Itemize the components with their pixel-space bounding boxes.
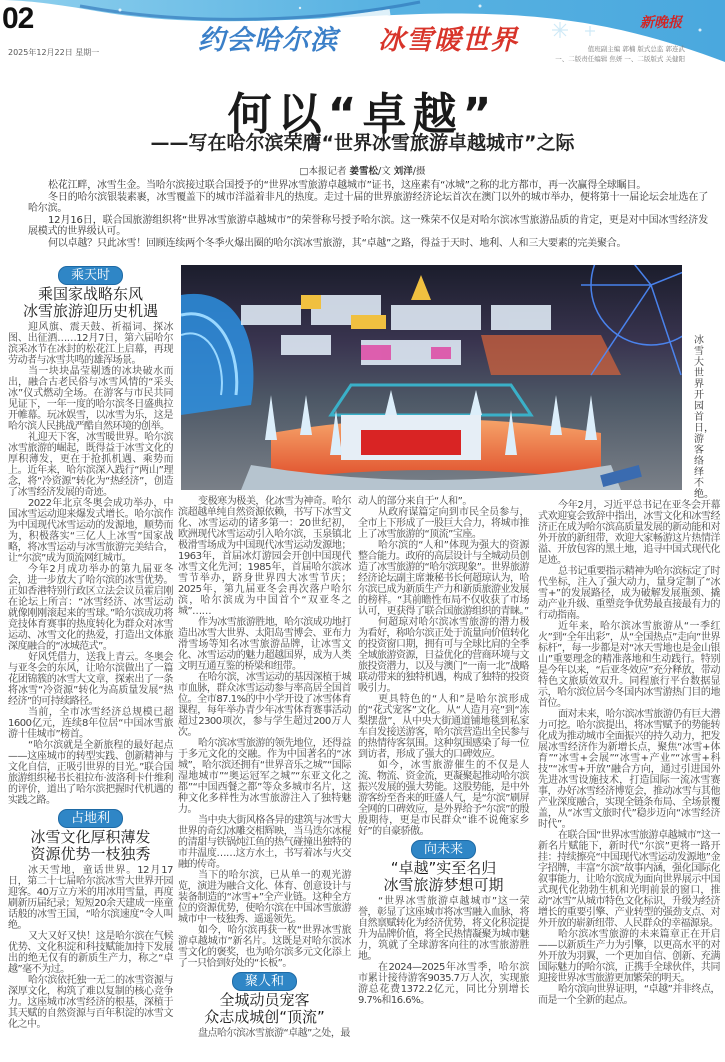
body-paragraph: 动人的部分来自于“人和”。 (358, 496, 472, 507)
byline-suffix: /摄 (412, 166, 426, 177)
section-heading: 众志成城创“顶流” (204, 1008, 325, 1026)
section-heading: 资源优势一枝独秀 (30, 845, 151, 863)
lead-paragraph: 何以卓越？只此冰雪！回顾连续两个冬季火爆出圈的哈尔滨冰雪旅游，其“卓越”之路，得益于天时、地利、人和三大要素的完美聚合。 (48, 237, 627, 249)
body-paragraph: 哈尔滨依托独一无二的冰雪资源与深厚文化，构筑了难以复制的核心竞争力。这座城市冰雪经济的根基，深植于其天赋的自然资源与百年积淀的冰雪文化之中。 (8, 975, 173, 1030)
body-paragraph: 迎风旗、震天鼓、祈福词、探冰图、出征酒……12月7日，第六届哈尔滨采冰节在冰封的松花江上启幕，再现劳动者与冰雪共鸣的雄浑场景。 (8, 322, 173, 366)
article-column-2 (178, 496, 351, 1039)
body-paragraph: 更具特色的“人和”是哈尔滨形成的“花式宠客”文化。从“人造月亮”到“冻梨摆盘”，从中央大街通道铺地毯到私家车自发接送游客，哈尔滨营造出全民参与的热情待客氛围。这种氛围感染了每一位到访者，形成了强大的口碑效应。 (358, 694, 529, 760)
body-paragraph: “世界冰雪旅游卓越城市”这一荣誉，彰显了这座城市将冰雪融入血脉，将自然禀赋转化为经济优势，将文化积淀提升为品牌价值，将全民热情凝聚为城市魅力，筑就了全球游客向往的冰雪旅游胜地。 (358, 896, 529, 962)
section-heading: 冰雪文化厚积薄发 (30, 828, 151, 846)
section-badge: 占地利 (58, 809, 123, 828)
body-paragraph: 何超琼对哈尔滨冰雪旅游的潜力极为看好，称哈尔滨正处于流量向价值转化的投资窗口期，拥有可与全球比肩的全季全域旅游资源，日益优化的营商环境与文旅投资潜力，以及与澳门“一南一北”战略联动带来的独特机遇，构成了独特的投资吸引力。 (358, 617, 529, 694)
body-paragraph: 冰天雪地，童话世界。12月17日，第二十七届哈尔滨冰雪大世界开园迎客。40万立方米的用冰用雪量，再度刷新历届纪录；短短20余天建成一座童话般的冰雪王国，“哈尔滨速度”令人叫绝。 (8, 865, 173, 931)
byline-photographer: 刘洋 (393, 166, 413, 177)
body-paragraph: 当一块块晶莹剔透的冰块破水而出，融合古老民俗与冰雪风情的“采头冰”仪式燃动全场。在游客与市民共同见证下，一年一度的哈尔滨冬日盛典拉开帷幕。玩冰娱雪，以冰雪为乐，这是哈尔滨人民挑战严酷自然环境的创举。 (8, 366, 173, 432)
body-paragraph: 好风凭借力，送我上青云。冬奥会与亚冬会的东风，让哈尔滨做出了一篇花团锦簇的冰雪大文章，探索出了一条将冰雪“冷资源”转化为高质量发展“热经济”的可持续路径。 (8, 652, 173, 707)
body-paragraph: 今年2月成功举办的第九届亚冬会，进一步放大了哈尔滨的冰雪优势。正如香港特别行政区立法会议员霍启刚在论坛上所言：“冰雪经济、冰雪运动就像刚刚滚起来的雪球。”哈尔滨成功将竞技体育赛事的热度转化为群众对冰雪运动、冰雪文化的热爱，打造出文体旅深度融合的“冰城范式”。 (8, 564, 173, 652)
body-paragraph: 礼迎天下客，冰雪暖世界。哈尔滨冰雪旅游的崛起，既得益于冰雪文化的厚积薄发，更在于抢抓机遇、乘势而上。近年来，哈尔滨深入践行“两山”理念，将“冷资源”转化为“热经济”，创造了冰雪经济发展的奇迹。 (8, 432, 173, 498)
body-paragraph: 变极寒为极美，化冰雪为神奇。哈尔滨超越单纯自然资源依赖，书写下冰雪文化、冰雪运动的诸多第一：20世纪初，欧洲现代冰雪运动引入哈尔滨，玉泉镇北极滑雪场成为中国现代冰雪运动发源地；1963年，首届冰灯游园会开创中国现代冰雪文化先河；1985年，首届哈尔滨冰雪节举办，跻身世界四大冰雪节庆；2025年，第九届亚冬会再次落户哈尔滨，哈尔滨成为中国首个“双亚冬之城”…… (178, 496, 351, 617)
body-paragraph: 今年2月，习近平总书记在亚冬会开幕式欢迎宴会致辞中指出，冰雪文化和冰雪经济正在成为哈尔滨高质量发展的新动能和对外开放的新纽带，欢迎大家畅游这片热情洋溢、开放包容的黑土地，追寻中国式现代化足迹。 (538, 500, 720, 566)
section-heading: 乘国家战略东风 (37, 285, 143, 303)
body-paragraph: 如今，冰雪旅游催生的不仅是人流、物流、资金流，更凝聚起推动哈尔滨振兴发展的强大势能。这股势能，是中外游客纷至沓来的旺盛人气，是“尔滨”刷屏全网的口碑效应，是外界给予“尔滨”的殷殷期待，更是市民群众“谁不说俺家乡好”的自豪骄傲。 (358, 760, 529, 837)
masthead (0, 0, 725, 72)
credit-line: 值班副主编 郭楠 版式总监 郭连武 (587, 45, 685, 53)
section-header (178, 972, 351, 1025)
issue-date: 2025年12月22日 星期一 (8, 48, 100, 57)
body-paragraph: 面对未来，哈尔滨冰雪旅游仍有巨大潜力可挖。哈尔滨提出，将冰雪赋予的势能转化成为推动城市全面振兴的持久动力，把发展冰雪经济作为新增长点，聚焦“冰雪+体育”“冰雪+会展”“冰雪+产业”“冰雪+科技”“冰雪+开放”融合方向，通过引进国外先进冰雪设施技术，打造国际一流冰雪赛事，办好冰雪经济博览会，推动冰雪与其他产业深度融合，实现全链条布局、全场景覆盖，从“冰雪文旅时代”稳步迈向“冰雪经济时代”。 (538, 709, 720, 830)
editor-credits (555, 44, 685, 64)
snowflake-icon (552, 22, 595, 38)
body-paragraph: 在联合国“世界冰雪旅游卓越城市”这一新名片赋能下，新时代“尔滨”更将一路开挂：持续擦亮“中国现代冰雪运动发源地”金字招牌，丰富“尔滨”故事内涵，强化国际化叙事能力，让哈尔滨成为面向世界展示中国式现代化勃勃生机和光明前景的窗口，推动“冰雪”从城市特色文化标识，升级为经济增长的重要引擎、产业转型的强劲支点、对外开放的崭新纽带、人民群众的幸福源泉。 (538, 830, 720, 929)
body-paragraph: 当中央大街风格各异的建筑与冰雪大世界的奇幻冰雕交相辉映，当马迭尔冰棍的清甜与铁锅炖江鱼的热气碰撞出独特的市井温度……这方水土，书写着冰与火交融的传奇。 (178, 815, 351, 870)
byline-mid: /文 (378, 166, 394, 177)
body-paragraph: 哈尔滨冰雪旅游的领先地位，还得益于多元文化的交融。作为中国著名的“冰城”，哈尔滨还拥有“世界音乐之城”“国际湿地城市”“奥运冠军之城”“东亚文化之都”“中国西餐之都”等众多城市名片，这种文化多样性为冰雪旅游注入了独特魅力。 (178, 738, 351, 815)
headline: 何以“卓越” (227, 89, 498, 140)
banner-slogan-right: 冰雪暖世界 (378, 25, 518, 56)
body-paragraph: 又大又好又快！这是哈尔滨在气候优势、文化积淀和科技赋能加持下发展出的绝无仅有的新质生产力，称之“卓越”毫不为过。 (8, 931, 173, 975)
news-photo-ice-snow-world (181, 265, 682, 490)
article-column-4 (538, 500, 720, 1006)
body-paragraph: 在2024—2025年冰雪季，哈尔滨市累计接待游客9035.7万人次，实现旅游总花费1372.2亿元，同比分别增长9.7%和16.6%。 (358, 962, 529, 1006)
body-paragraph: 2022年北京冬奥会成功举办，中国冰雪运动迎来爆发式增长。哈尔滨作为中国现代冰雪运动的发源地，顺势而为，积极落实“三亿人上冰雪”国家战略，将冰雪运动与冰雪旅游完美结合，让“尔滨”成为顶流网红城市。 (8, 498, 173, 564)
lead-paragraph: 12月16日，联合国旅游组织将“世界冰雪旅游卓越城市”的荣誉称号授予哈尔滨。这一殊荣不仅是对哈尔滨冰雪旅游品质的肯定，更是对中国冰雪经济发展模式的世界级认可。 (28, 214, 708, 237)
section-heading: 冰雪旅游迎历史机遇 (22, 302, 158, 320)
body-paragraph: 当下的哈尔滨，已从单一的观光游览，演进为融合文化、体育、创意设计与装备制造的“冰雪+”全产业链。这种全方位的资源优势，使哈尔滨在中国冰雪旅游城市中一枝独秀、遥遥领先。 (178, 870, 351, 925)
subheadline: ——写在哈尔滨荣膺“世界冰雪旅游卓越城市”之际 (150, 132, 575, 154)
body-paragraph: 当前，全市冰雪经济总规模已超1600亿元，连续8年位居“中国冰雪旅游十佳城市”榜首。 (8, 707, 173, 740)
section-heading: 冰雪旅游梦想可期 (383, 876, 504, 894)
newspaper-logo: 新晚报 (640, 15, 682, 31)
lead-paragraph: 冬日的哈尔滨银装素裹，冰雪覆盖下的城市洋溢着非凡的热度。走过十届的世界旅游经济论坛首次在澳门以外的城市举办，便将第十一届论坛会址选在了哈尔滨。 (28, 191, 708, 214)
section-header (8, 266, 173, 319)
section-header (358, 840, 529, 893)
body-paragraph: 盘点哈尔滨冰雪旅游“卓越”之处，最 (198, 1028, 350, 1039)
byline-writer: 姜雪松 (349, 166, 379, 177)
section-badge: 聚人和 (232, 972, 297, 991)
body-paragraph: 哈尔滨向世界证明，“卓越”并非终点，而是一个全新的起点。 (538, 984, 720, 1006)
body-paragraph: 近年来，哈尔滨冰雪旅游从“一季红火”到“全年出彩”，从“全国热点”走向“世界标杆”，每一步都是对“冰天雪地也是金山银山”重要理念的精准落地和生动践行。特别是今年以来，“后亚冬效应”充分释放，带动特色文旅质效双升。同程旅行平台数据显示，哈尔滨位居今冬国内冰雪游热门目的地首位。 (538, 621, 720, 709)
page-number: 02 (2, 2, 34, 35)
body-paragraph: 如今，哈尔滨再获一枚“世界冰雪旅游卓越城市”新名片。这既是对哈尔滨冰雪文化的褒奖，也为哈尔滨多元文化添上了一只恰到好处的“长板”。 (178, 925, 351, 969)
byline (0, 163, 725, 177)
section-badge: 乘天时 (58, 266, 123, 285)
body-paragraph: 总书记重要指示精神为哈尔滨标定了时代坐标，注入了强大动力，量身定制了“冰雪+”的发展路径，成为破解发展瓶颈、撬动产业升级、重塑竞争优势最直接最有力的行动指南。 (538, 566, 720, 621)
section-heading: “卓越”实至名归 (390, 859, 497, 877)
article-column-3 (358, 496, 529, 1006)
byline-prefix: □本报记者 (299, 166, 347, 177)
article-column-1 (8, 263, 173, 1030)
body-paragraph: “哈尔滨就是全新旅程的最好起点——这座城市的转型实践、创新精神与文化自信，正吸引世界的目光。”联合国旅游组织秘书长祖拉布·波洛利卡什维利的评价，道出了哈尔滨把握时代机遇的实践之路。 (8, 740, 173, 806)
body-paragraph: 从政府谋篇定向到市民全员参与，全市上下形成了一股巨大合力，将城市推上了冰雪旅游的“顶流”宝座。 (358, 507, 529, 540)
lead-paragraph: 松花江畔，冰雪生金。当哈尔滨接过联合国授予的“世界冰雪旅游卓越城市”证书，这座素有“冰城”之称的北方都市，再一次赢得全球瞩目。 (48, 180, 647, 191)
credit-line: 一、二版责任编辑 焦妍 一、二版版式 关健阳 (555, 55, 685, 63)
body-paragraph: 哈尔滨冰雪旅游的未来篇章正在开启——以新质生产力为引擎，以更高水平的对外开放为羽翼，一个更加自信、创新、充满国际魅力的哈尔滨，正携手全球伙伴，共同迎接世界冰雪旅游更加繁荣的明天。 (538, 929, 720, 984)
body-paragraph: 作为冰雪旅游胜地，哈尔滨成功地打造出冰雪大世界、太阳岛雪博会、亚布力滑雪场等知名冰雪旅游品牌，让冰雪文化、冰雪运动的魅力超越国界，成为人类文明互通互鉴的桥梁和纽带。 (178, 617, 351, 672)
body-paragraph: 在哈尔滨，冰雪运动的基因深植于城市血脉，群众冰雪运动参与率高居全国首位。全市87.1%的中小学开设了冰雪体育课程，每年举办青少年冰雪体育赛事活动超过2300项次，参与学生超过200万人次。 (178, 672, 351, 738)
section-heading: 全城动员宠客 (219, 991, 310, 1009)
photo-caption: 冰雪大世界开园首日，游客络绎不绝。 (694, 335, 714, 500)
body-paragraph: 哈尔滨的“人和”体现为强大的资源整合能力。政府的高层设计与全城动员创造了冰雪旅游的“哈尔滨现象”。世界旅游经济论坛副主席兼秘书长何超琼认为，哈尔滨已成为新质生产力和新质旅游业发展的榜样。“其前瞻性布局不仅收获了市场认可，更获得了联合国旅游组织的青睐。” (358, 540, 529, 617)
section-badge: 向未来 (411, 840, 476, 859)
lead-paragraphs (28, 180, 708, 249)
banner-slogan-left: 约会哈尔滨 (198, 25, 338, 56)
section-header (8, 809, 173, 862)
